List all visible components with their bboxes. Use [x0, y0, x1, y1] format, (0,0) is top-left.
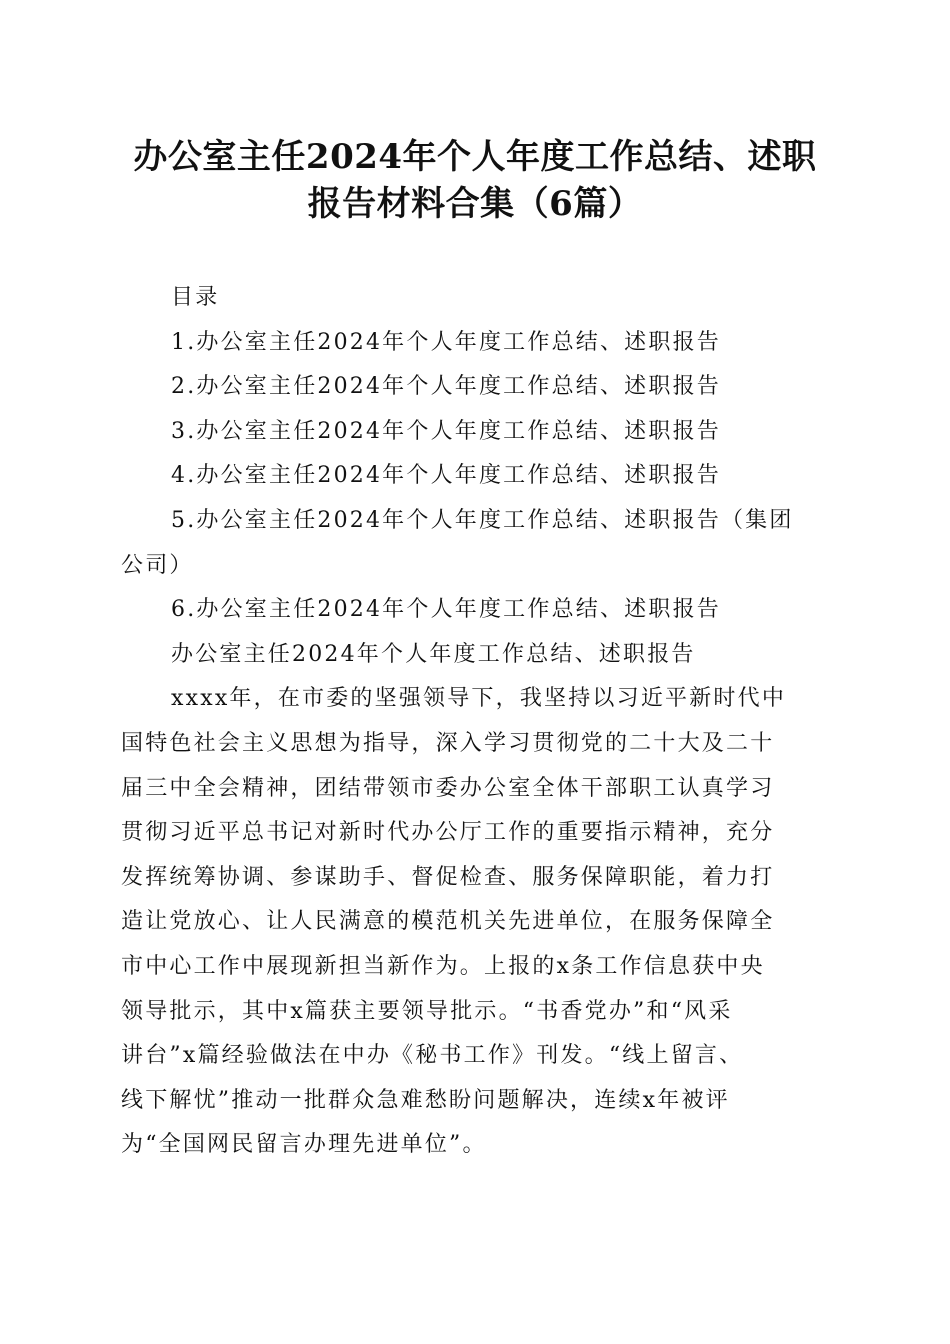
toc-item: 2.办公室主任2024年个人年度工作总结、述职报告	[171, 374, 721, 400]
paragraph-line: xxxx年，在市委的坚强领导下，我坚持以习近平新时代中	[171, 686, 787, 712]
toc-item: 3.办公室主任2024年个人年度工作总结、述职报告	[171, 418, 721, 444]
paragraph-line: 线下解忧”推动一批群众急难愁盼问题解决，连续x年被评	[121, 1087, 730, 1113]
paragraph-line: 市中心工作中展现新担当新作为。上报的x条工作信息获中央	[121, 953, 765, 979]
paragraph-line: 造让党放心、让人民满意的模范机关先进单位，在服务保障全	[121, 909, 775, 935]
body-paragraph	[121, 677, 827, 1168]
paragraph-line: 届三中全会精神，团结带领市委办公室全体干部职工认真学习	[121, 775, 775, 801]
title-line-1: 办公室主任2024年个人年度工作总结、述职	[133, 137, 817, 177]
toc-item: 6.办公室主任2024年个人年度工作总结、述职报告	[171, 597, 721, 623]
title-line-2: 报告材料合集（6篇）	[307, 184, 643, 224]
toc-item: 1.办公室主任2024年个人年度工作总结、述职报告	[171, 329, 721, 355]
toc-item-continuation: 公司）	[121, 552, 194, 578]
toc-item: 5.办公室主任2024年个人年度工作总结、述职报告（集团	[171, 507, 794, 533]
paragraph-line: 为“全国网民留言办理先进单位”。	[121, 1132, 487, 1158]
paragraph-line: 发挥统筹协调、参谋助手、督促检查、服务保障职能，着力打	[121, 864, 775, 890]
toc-item: 4.办公室主任2024年个人年度工作总结、述职报告	[171, 463, 721, 489]
paragraph-line: 领导批示，其中x篇获主要领导批示。“书香党办”和“风采	[121, 998, 733, 1024]
paragraph-line: 国特色社会主义思想为指导，深入学习贯彻党的二十大及二十	[121, 730, 775, 756]
paragraph-line: 贯彻习近平总书记对新时代办公厅工作的重要指示精神，充分	[121, 820, 775, 846]
document-body	[121, 276, 827, 1168]
paragraph-line: 讲台”x篇经验做法在中办《秘书工作》刊发。“线上留言、	[121, 1043, 744, 1069]
toc-heading: 目录	[171, 285, 220, 310]
document-title	[100, 134, 850, 228]
section-title: 办公室主任2024年个人年度工作总结、述职报告	[171, 641, 696, 667]
